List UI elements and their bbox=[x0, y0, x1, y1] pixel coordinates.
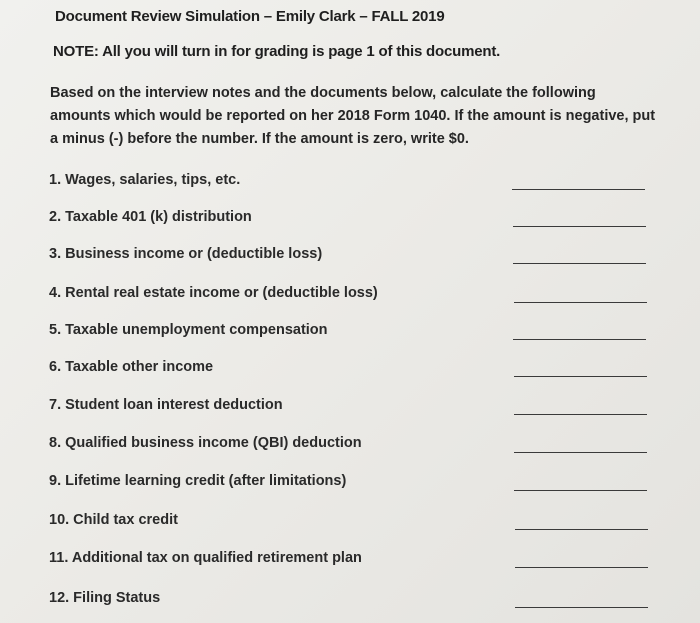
question-label: 1. Wages, salaries, tips, etc. bbox=[49, 172, 241, 188]
question-row bbox=[0, 322, 700, 346]
answer-blank[interactable] bbox=[515, 607, 648, 608]
instructions-paragraph: Based on the interview notes and the documents below, calculate the following amounts which would be reported on her 2018 Form 1040. If the amount is negative, put a minus (-) before the number. If the amount is zero, write $0. bbox=[50, 85, 656, 147]
answer-blank[interactable] bbox=[514, 452, 647, 453]
question-label: 7. Student loan interest deduction bbox=[49, 397, 283, 413]
answer-blank[interactable] bbox=[514, 490, 647, 491]
answer-blank[interactable] bbox=[514, 414, 647, 415]
answer-blank[interactable] bbox=[515, 567, 648, 568]
question-label: 10. Child tax credit bbox=[49, 512, 178, 528]
question-row bbox=[0, 209, 700, 233]
question-label: 12. Filing Status bbox=[49, 590, 161, 606]
answer-blank[interactable] bbox=[513, 263, 646, 264]
question-row bbox=[0, 359, 700, 383]
answer-blank[interactable] bbox=[513, 339, 646, 340]
question-row bbox=[0, 172, 700, 196]
answer-blank[interactable] bbox=[514, 376, 647, 377]
question-row bbox=[0, 435, 700, 459]
question-row bbox=[0, 512, 700, 536]
question-label: 5. Taxable unemployment compensation bbox=[49, 322, 328, 338]
question-label: 6. Taxable other income bbox=[49, 359, 214, 375]
question-label: 3. Business income or (deductible loss) bbox=[49, 246, 323, 262]
question-label: 11. Additional tax on qualified retirement plan bbox=[49, 550, 362, 566]
answer-blank[interactable] bbox=[513, 226, 646, 227]
question-row bbox=[0, 590, 700, 614]
question-row bbox=[0, 550, 700, 574]
document-title: Document Review Simulation – Emily Clark – FALL 2019 bbox=[55, 8, 445, 25]
answer-blank[interactable] bbox=[515, 529, 648, 530]
answer-blank[interactable] bbox=[512, 189, 645, 190]
question-row bbox=[0, 397, 700, 421]
question-row bbox=[0, 285, 700, 309]
question-label: 2. Taxable 401 (k) distribution bbox=[49, 209, 252, 225]
question-label: 4. Rental real estate income or (deductible loss) bbox=[49, 285, 378, 301]
answer-blank[interactable] bbox=[514, 302, 647, 303]
question-row bbox=[0, 246, 700, 270]
question-label: 9. Lifetime learning credit (after limitations) bbox=[49, 473, 347, 489]
question-label: 8. Qualified business income (QBI) deduction bbox=[49, 435, 362, 451]
grading-note: NOTE: All you will turn in for grading is page 1 of this document. bbox=[53, 43, 501, 60]
question-row bbox=[0, 473, 700, 497]
